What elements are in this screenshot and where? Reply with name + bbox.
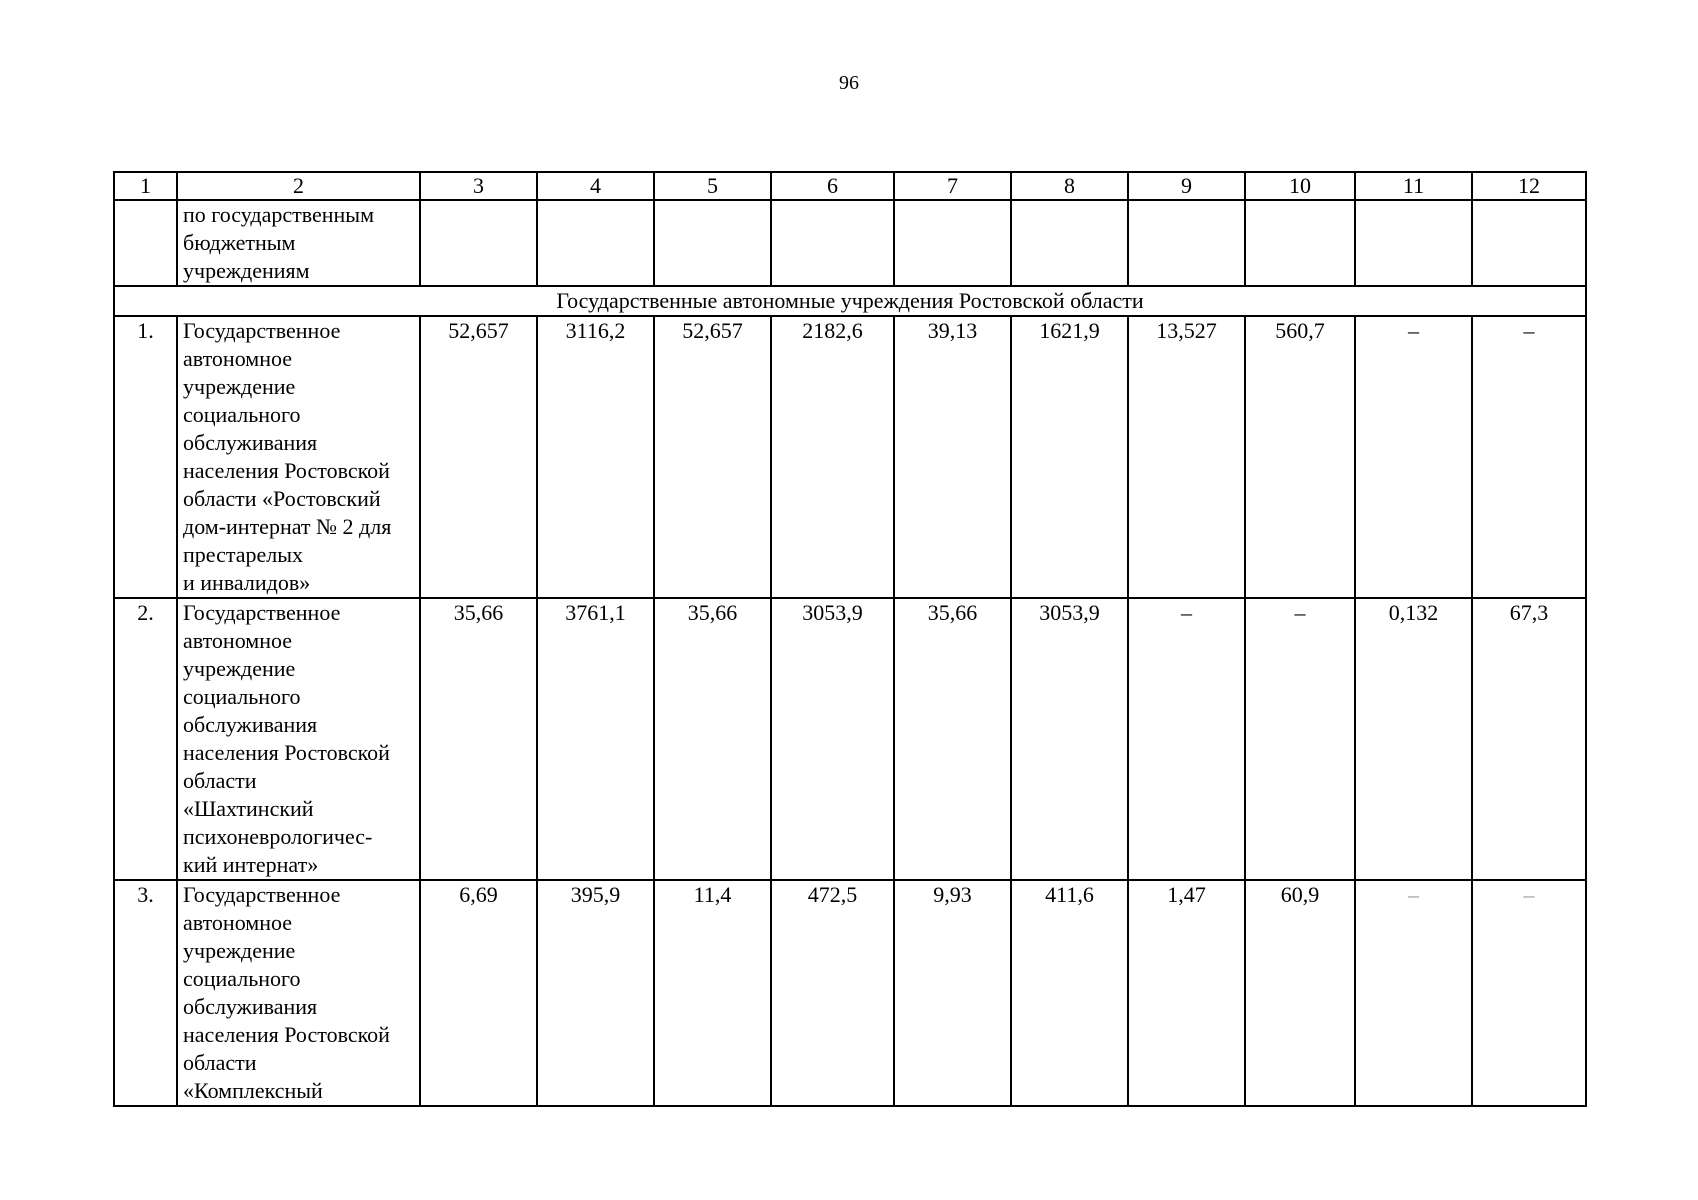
value-cell bbox=[1128, 200, 1245, 286]
value-cell: 35,66 bbox=[894, 598, 1011, 880]
value-cell: 39,13 bbox=[894, 316, 1011, 598]
institution-name: Государственное автономное учреждение социального обслуживания населения Ростовской области «Комплексный bbox=[183, 882, 390, 1103]
column-number: 12 bbox=[1472, 172, 1586, 200]
value-cell: 395,9 bbox=[537, 880, 654, 1106]
value-cell: – bbox=[1245, 598, 1355, 880]
column-number: 4 bbox=[537, 172, 654, 200]
value-cell: 2182,6 bbox=[771, 316, 894, 598]
row-index: 3. bbox=[114, 880, 177, 1106]
column-number: 3 bbox=[420, 172, 537, 200]
value-cell bbox=[771, 200, 894, 286]
institution-name-cell bbox=[177, 316, 420, 598]
value-cell: 411,6 bbox=[1011, 880, 1128, 1106]
value-cell: 35,66 bbox=[420, 598, 537, 880]
column-number: 6 bbox=[771, 172, 894, 200]
column-number: 8 bbox=[1011, 172, 1128, 200]
institution-name: по государственным бюджетным учреждениям bbox=[183, 202, 374, 283]
value-cell: 35,66 bbox=[654, 598, 771, 880]
table-row bbox=[114, 316, 1586, 598]
value-cell: 1,47 bbox=[1128, 880, 1245, 1106]
value-cell: 1621,9 bbox=[1011, 316, 1128, 598]
section-row bbox=[114, 286, 1586, 316]
data-table bbox=[113, 171, 1587, 1107]
page-number: 96 bbox=[839, 72, 859, 94]
table-row bbox=[114, 598, 1586, 880]
column-number-row bbox=[114, 172, 1586, 200]
row-index-cell bbox=[114, 200, 177, 286]
column-number: 10 bbox=[1245, 172, 1355, 200]
section-title: Государственные автономные учреждения Ростовской области bbox=[114, 286, 1586, 316]
value-cell: 3053,9 bbox=[771, 598, 894, 880]
value-cell bbox=[1355, 200, 1472, 286]
value-cell: 67,3 bbox=[1472, 598, 1586, 880]
value-cell: 11,4 bbox=[654, 880, 771, 1106]
row-index: 2. bbox=[114, 598, 177, 880]
row-index: 1. bbox=[114, 316, 177, 598]
value-cell: 9,93 bbox=[894, 880, 1011, 1106]
value-cell: 3053,9 bbox=[1011, 598, 1128, 880]
value-cell: – bbox=[1355, 316, 1472, 598]
value-cell: 472,5 bbox=[771, 880, 894, 1106]
value-cell bbox=[1245, 200, 1355, 286]
institution-name-cell bbox=[177, 598, 420, 880]
institution-name-cell bbox=[177, 880, 420, 1106]
table-row bbox=[114, 880, 1586, 1106]
value-cell bbox=[420, 200, 537, 286]
value-cell: – bbox=[1128, 598, 1245, 880]
value-cell: 52,657 bbox=[420, 316, 537, 598]
value-cell bbox=[1011, 200, 1128, 286]
value-cell: 3116,2 bbox=[537, 316, 654, 598]
column-number: 2 bbox=[177, 172, 420, 200]
institution-name-cell bbox=[177, 200, 420, 286]
value-cell: 0,132 bbox=[1355, 598, 1472, 880]
value-cell: 13,527 bbox=[1128, 316, 1245, 598]
column-number: 5 bbox=[654, 172, 771, 200]
table-row-intro bbox=[114, 200, 1586, 286]
value-cell bbox=[894, 200, 1011, 286]
value-cell bbox=[537, 200, 654, 286]
value-cell: 560,7 bbox=[1245, 316, 1355, 598]
institution-name: Государственное автономное учреждение социального обслуживания населения Ростовской области «Шахтинский психоневрологичес- кий интернат» bbox=[183, 600, 390, 877]
value-cell: 3761,1 bbox=[537, 598, 654, 880]
value-cell: – bbox=[1472, 316, 1586, 598]
value-cell: – bbox=[1472, 880, 1586, 1106]
column-number: 11 bbox=[1355, 172, 1472, 200]
value-cell bbox=[654, 200, 771, 286]
value-cell: 6,69 bbox=[420, 880, 537, 1106]
column-number: 1 bbox=[114, 172, 177, 200]
value-cell bbox=[1472, 200, 1586, 286]
column-number: 7 bbox=[894, 172, 1011, 200]
value-cell: – bbox=[1355, 880, 1472, 1106]
institution-name: Государственное автономное учреждение социального обслуживания населения Ростовской области «Ростовский дом-интернат № 2 для престарелых и инвалидов» bbox=[183, 318, 392, 595]
value-cell: 52,657 bbox=[654, 316, 771, 598]
value-cell: 60,9 bbox=[1245, 880, 1355, 1106]
column-number: 9 bbox=[1128, 172, 1245, 200]
